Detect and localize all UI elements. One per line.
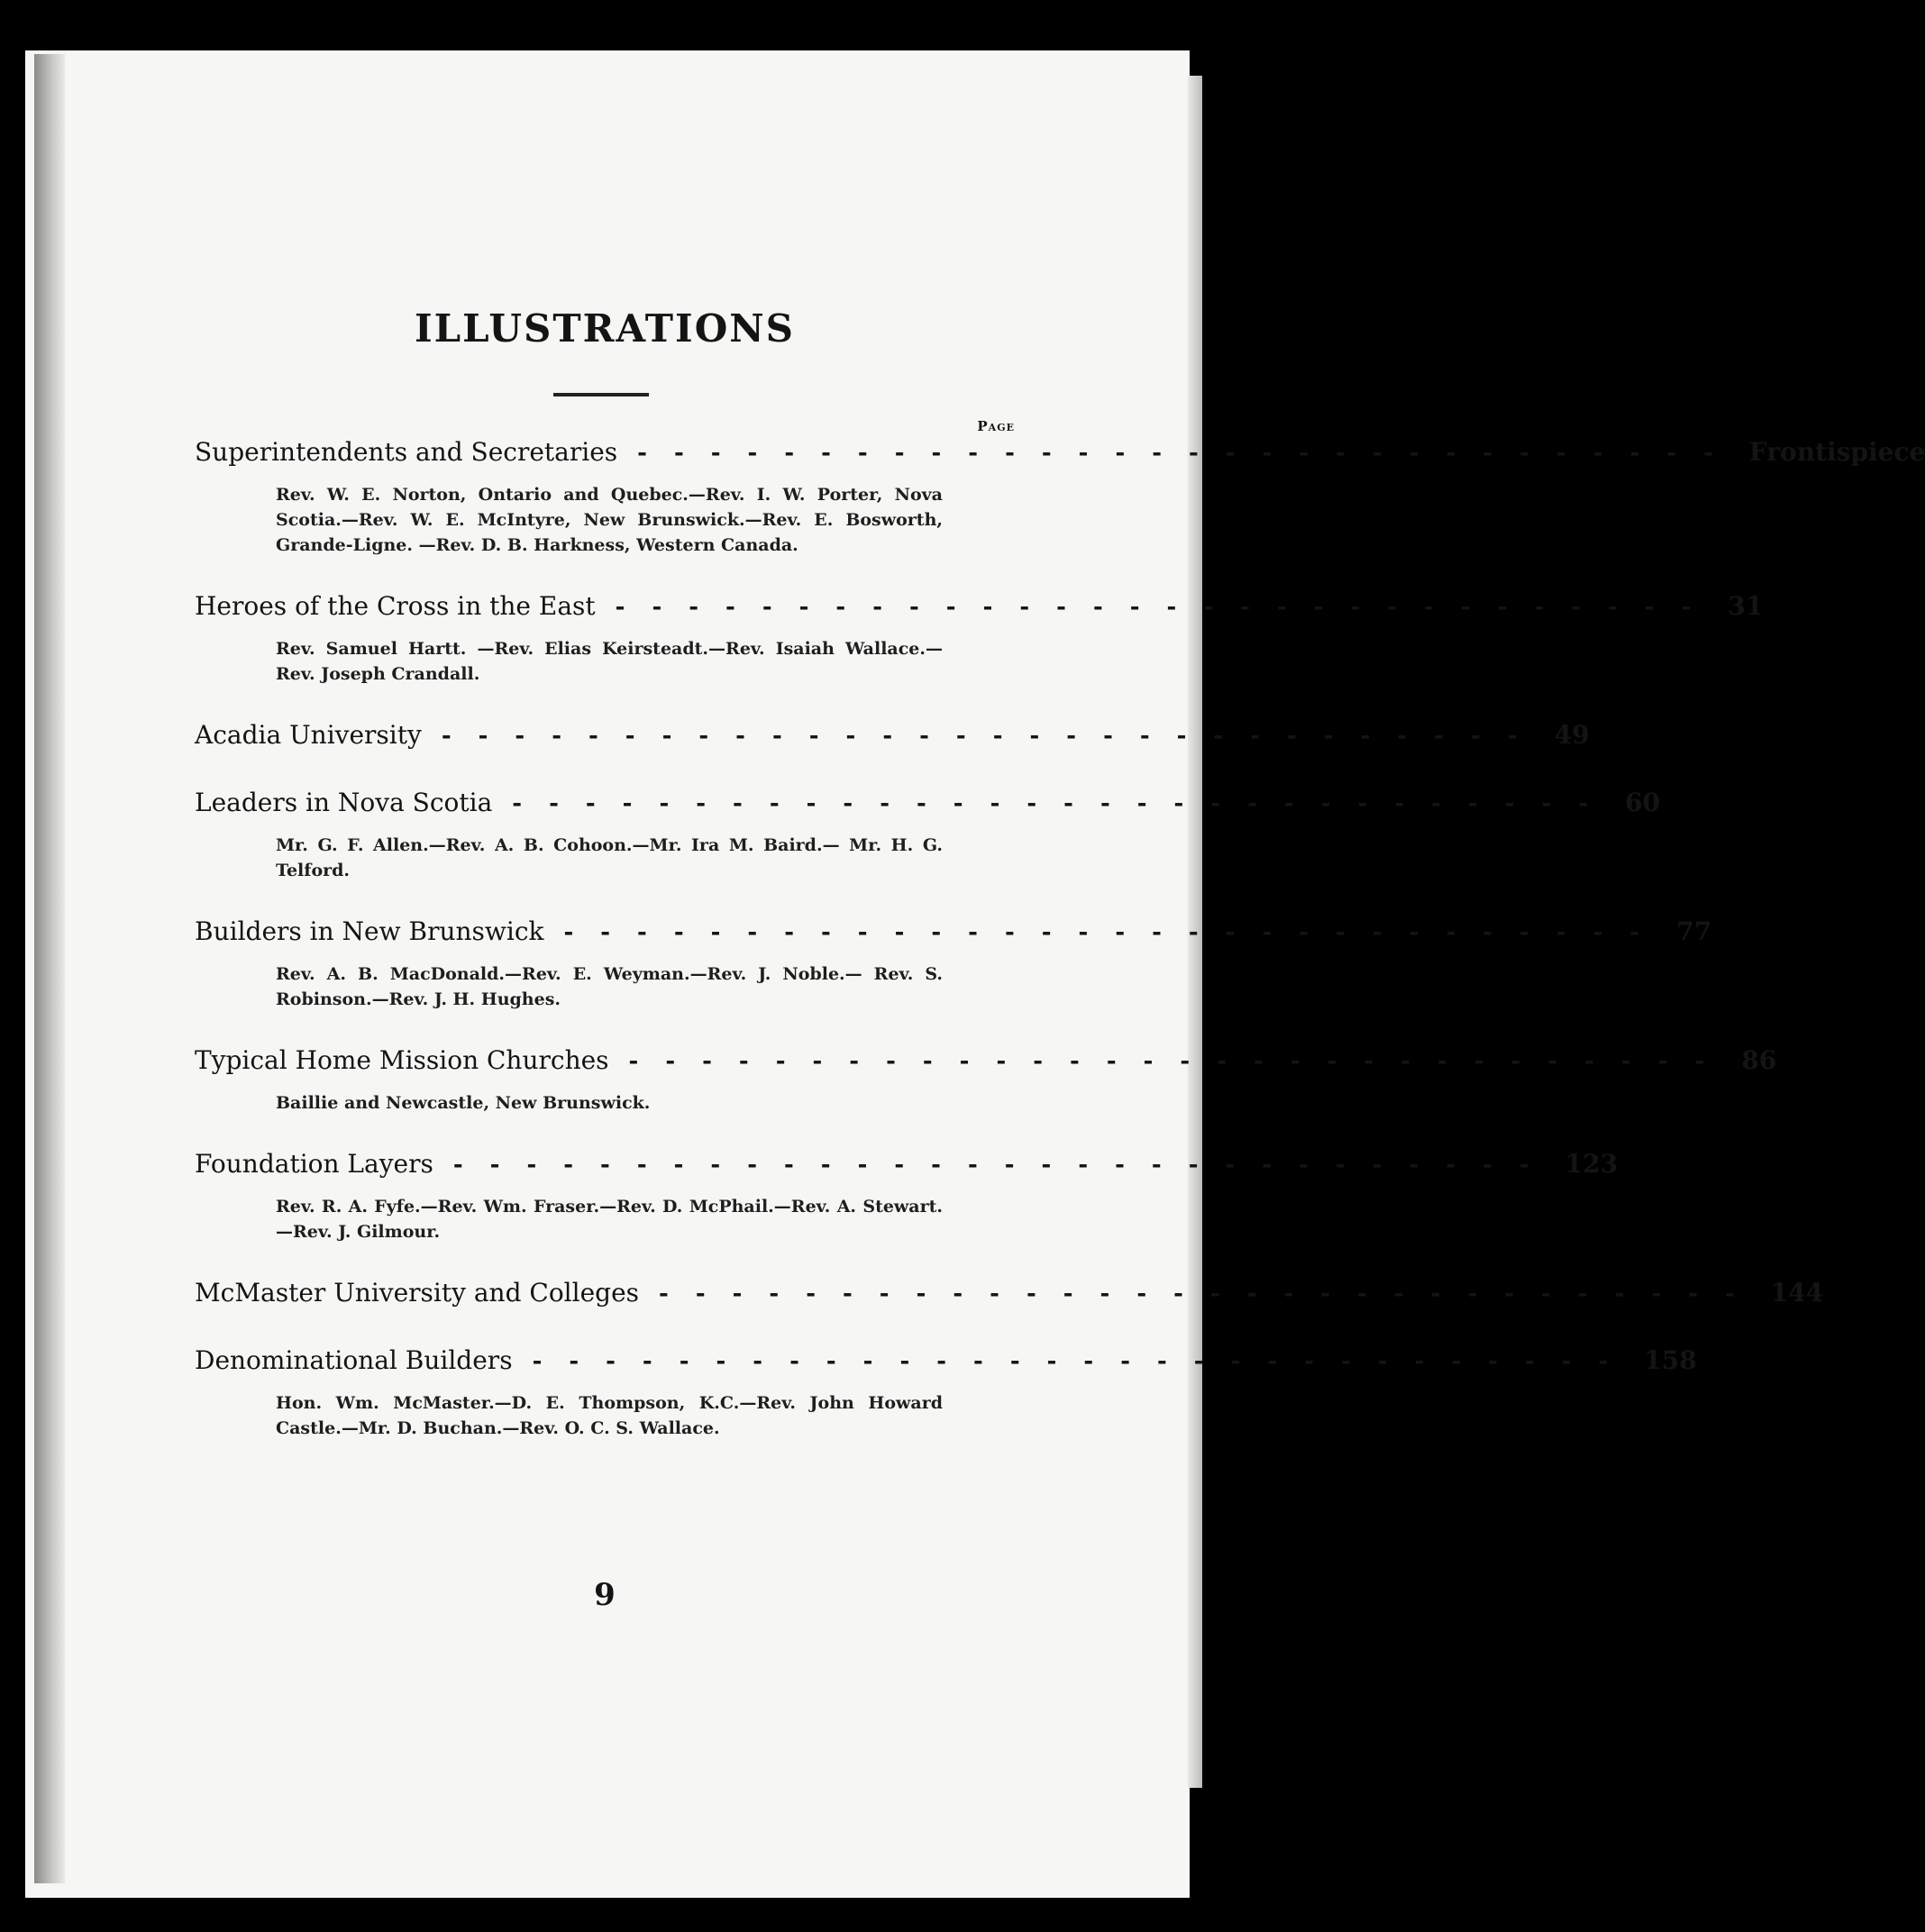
entry [195,785,1661,883]
entry-title: Superintendents and Secretaries [195,437,618,467]
entry-page: Frontispiece [1748,437,1925,467]
entry-line [195,1043,1777,1080]
entry [195,434,1925,558]
entry-line [195,1343,1697,1380]
dot-leader: ------------------------------ [659,1280,1762,1308]
entry-title: Heroes of the Cross in the East [195,591,596,621]
entry-page: 158 [1644,1345,1697,1375]
entry-page: 144 [1770,1278,1824,1308]
page-title: ILLUSTRATIONS [414,306,796,351]
dot-leader: ------------------------------ [452,1152,1556,1179]
entry-line [195,1146,1619,1183]
entry-line [195,785,1661,822]
dot-leader: ------------------------------ [532,1348,1636,1375]
entry [195,1043,1777,1116]
entry-title: Foundation Layers [195,1149,433,1179]
entry-page: 123 [1565,1149,1619,1179]
entry-title: Acadia University [195,720,422,750]
entry-line [195,717,1590,754]
entry-page: 60 [1625,788,1661,817]
dot-leader: ------------------------------ [628,1048,1732,1075]
entry-description: Rev. W. E. Norton, Ontario and Quebec.—Rev. I. W. Porter, Nova Scotia.—Rev. W. E. McIntyre, New Brunswick.—Rev. E. Bosworth, Grande-Ligne. —Rev. D. B. Harkness, Western Canada. [276,485,943,555]
entry-title: Leaders in Nova Scotia [195,788,493,817]
entry-line [195,588,1764,625]
entry-title: Typical Home Mission Churches [195,1045,609,1075]
entry-description: Rev. Samuel Hartt. —Rev. Elias Keirsteadt.—Rev. Isaiah Wallace.—Rev. Joseph Crandall. [276,639,943,684]
entry-description: Baillie and Newcastle, New Brunswick. [276,1093,651,1113]
entry-page: 49 [1554,720,1590,750]
entry-line [195,914,1712,951]
dot-leader: ------------------------------ [563,919,1667,946]
entry-description: Mr. G. F. Allen.—Rev. A. B. Cohoon.—Mr. Ira M. Baird.— Mr. H. G. Telford. [276,835,943,880]
dot-leader: ------------------------------ [615,594,1719,621]
dot-leader: ------------------------------ [512,790,1616,817]
entry-line [195,434,1925,471]
page-column-label: Page [977,418,1015,434]
dot-leader: ------------------------------ [441,723,1545,750]
entry-description: Rev. A. B. MacDonald.—Rev. E. Weyman.—Rev. J. Noble.— Rev. S. Robinson.—Rev. J. H. Hughes. [276,964,943,1009]
title-rule [553,393,649,396]
entry [195,717,1590,754]
entry-description: Hon. Wm. McMaster.—D. E. Thompson, K.C.—Rev. John Howard Castle.—Mr. D. Buchan.—Rev. O. C. S. Wallace. [276,1393,943,1438]
entry-title: Denominational Builders [195,1345,513,1375]
entry-page: 86 [1741,1045,1777,1075]
book-spine [34,54,65,1883]
entry-description: Rev. R. A. Fyfe.—Rev. Wm. Fraser.—Rev. D. McPhail.—Rev. A. Stewart.—Rev. J. Gilmour. [276,1197,943,1242]
entry-page: 77 [1676,916,1712,946]
entry-title: Builders in New Brunswick [195,916,544,946]
entry [195,588,1764,687]
entry-title: McMaster University and Colleges [195,1278,640,1308]
entry-line [195,1275,1824,1312]
page-number: 9 [594,1577,616,1613]
entry [195,1343,1697,1441]
entry [195,1146,1619,1244]
dot-leader: ------------------------------ [637,440,1740,467]
entry [195,1275,1824,1312]
entry [195,914,1712,1012]
entries [195,434,1925,1472]
entry-page: 31 [1728,591,1764,621]
